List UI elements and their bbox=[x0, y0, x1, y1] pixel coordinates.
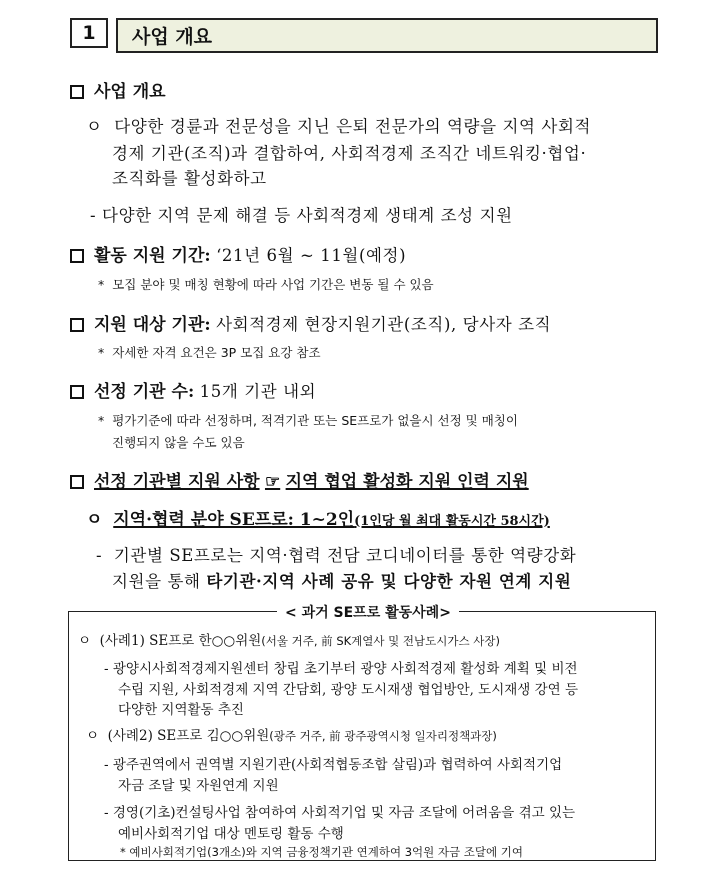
section-number: 1 bbox=[70, 18, 108, 48]
support-line: 선정 기관별 지원 사항 ☞ 지역 협업 활성화 지원 인력 지원 bbox=[70, 467, 529, 492]
count-line: 선정 기관 수: 15개 기관 내외 bbox=[70, 377, 316, 402]
case2a-line-2: 자금 조달 및 자원연계 지원 bbox=[118, 778, 279, 794]
overview-sub: - 다양한 지역 문제 해결 등 사회적경제 생태계 조성 지원 bbox=[90, 206, 513, 225]
case2-head: ㅇ (사례2) SE프로 김○○위원(광주 거주, 前 광주광역시청 일자리정책과장) bbox=[86, 728, 497, 744]
count-note-line-1: * 평가기준에 따라 선정하며, 적격기관 또는 SE프로가 없을시 선정 및 매칭이 bbox=[98, 413, 518, 428]
period-note: * 모집 분야 및 매칭 현황에 따라 사업 기간은 변동 될 수 있음 bbox=[98, 277, 434, 292]
case2-note: * 예비사회적기업(3개소)와 지역 금융정책기관 연계하여 3억원 자금 조달에 기여 bbox=[120, 845, 523, 859]
support-subhead: ㅇ 지역·협력 분야 SE프로: 1~2인(1인당 월 최대 활동시간 58시간) bbox=[86, 510, 550, 530]
overview-bullet-line-1: ㅇ 다양한 경륜과 전문성을 지닌 은퇴 전문가의 역량을 지역 사회적 bbox=[86, 117, 592, 136]
overview-heading: 사업 개요 bbox=[70, 77, 166, 102]
past-cases-title: < 과거 SE프로 활동사례> bbox=[277, 602, 459, 622]
overview-bullet-line-2: 경제 기관(조직)과 결합하여, 사회적경제 조직간 네트워킹·협업· bbox=[112, 144, 587, 163]
support-desc-line-1: - 기관별 SE프로는 지역·협력 전담 코디네이터를 통한 역량강화 bbox=[96, 546, 577, 565]
period-line: 활동 지원 기간: ‘21년 6월 ~ 11월(예정) bbox=[70, 241, 406, 266]
checkbox-square-icon bbox=[70, 249, 84, 263]
case1-head: ㅇ (사례1) SE프로 한○○위원(서울 거주, 前 SK계열사 및 전남도시가스 사장) bbox=[78, 633, 500, 649]
count-note-line-2: 진행되지 않을 수도 있음 bbox=[112, 435, 245, 450]
checkbox-square-icon bbox=[70, 318, 84, 332]
circle-bullet-icon: ㅇ bbox=[86, 510, 103, 530]
support-desc-line-2: 지원을 통해 타기관·지역 사례 공유 및 다양한 자원 연계 지원 bbox=[112, 572, 572, 591]
checkbox-square-icon bbox=[70, 385, 84, 399]
case2b-line-1: - 경영(기초)컨설팅사업 참여하여 사회적기업 및 자금 조달에 어려움을 겪고 있는 bbox=[104, 805, 576, 821]
checkbox-square-icon bbox=[70, 475, 84, 489]
pointing-hand-icon: ☞ bbox=[264, 472, 281, 492]
section-title: 사업 개요 bbox=[116, 18, 658, 53]
overview-bullet-line-3: 조직화를 활성화하고 bbox=[112, 169, 267, 188]
circle-bullet-icon: ㅇ bbox=[86, 117, 103, 136]
case1-line-1: - 광양시사회적경제지원센터 창립 초기부터 광양 사회적경제 활성화 계획 및 비전 bbox=[104, 661, 578, 677]
case1-line-3: 다양한 지역활동 추진 bbox=[118, 702, 244, 718]
case1-line-2: 수립 지원, 사회적경제 지역 간담회, 광양 도시재생 협업방안, 도시재생 강연 등 bbox=[118, 682, 579, 698]
case2a-line-1: - 광주권역에서 권역별 지원기관(사회적협동조합 살림)과 협력하여 사회적기업 bbox=[104, 757, 563, 773]
checkbox-square-icon bbox=[70, 85, 84, 99]
case2b-line-2: 예비사회적기업 대상 멘토링 활동 수행 bbox=[118, 826, 344, 842]
target-line: 지원 대상 기관: 사회적경제 현장지원기관(조직), 당사자 조직 bbox=[70, 310, 551, 335]
target-note: * 자세한 자격 요건은 3P 모집 요강 참조 bbox=[98, 345, 321, 360]
